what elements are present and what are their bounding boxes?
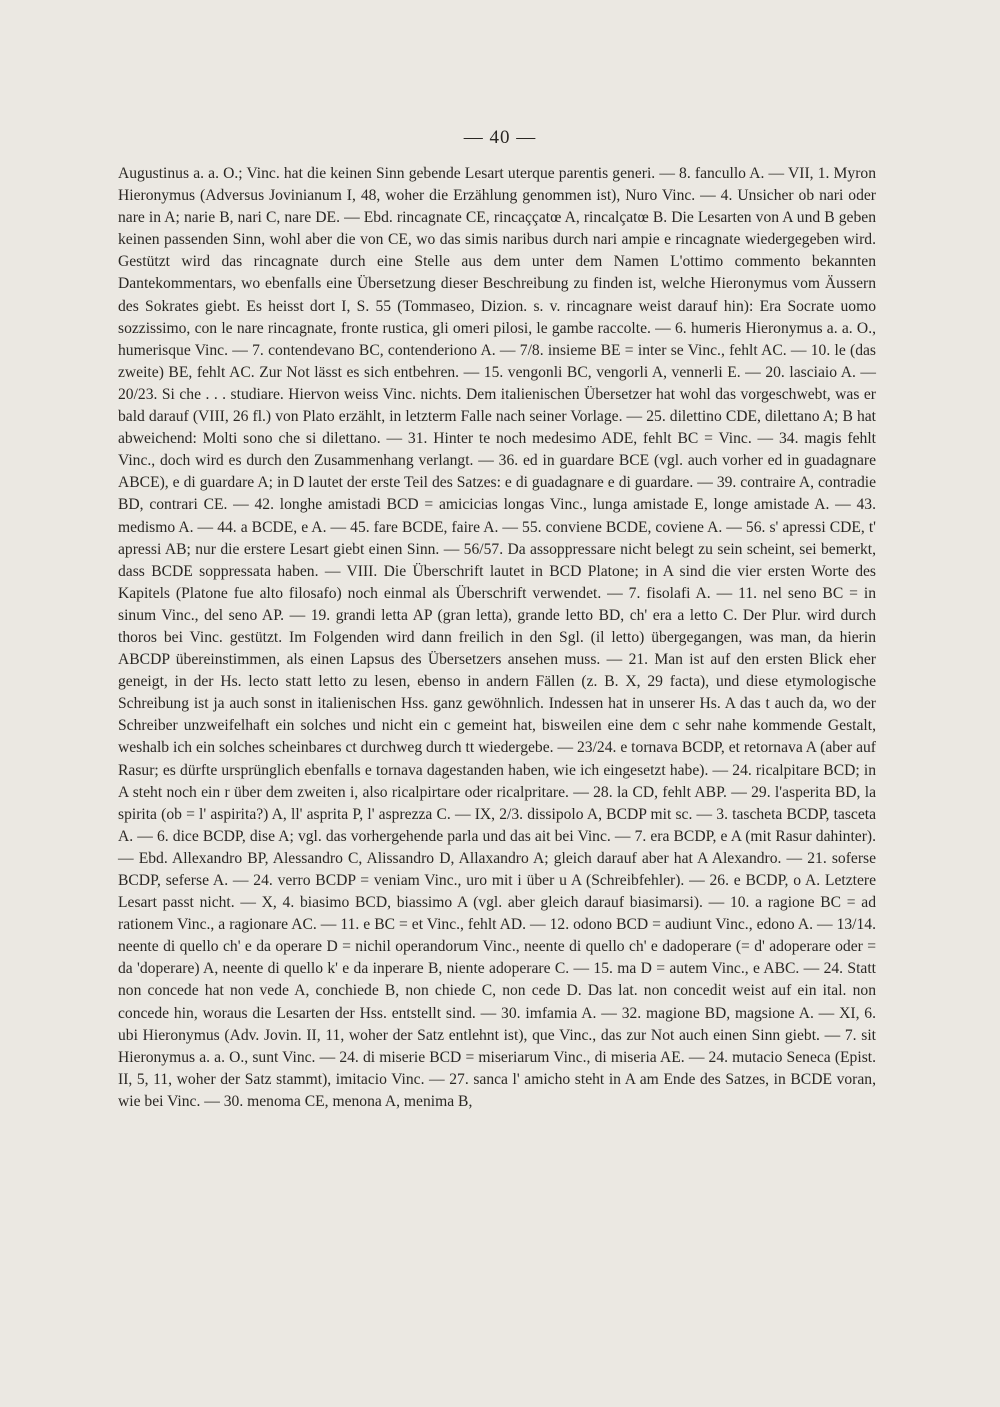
body-text bbox=[118, 163, 876, 1113]
page-number: — 40 — bbox=[463, 127, 537, 148]
paragraph: Augustinus a. a. O.; Vinc. hat die keinen Sinn gebende Lesart uterque parentis generi. — 8. fancullo A. — VII, 1. Myron Hieronymus (Adversus Jovinianum I, 48, woher die Erzählung genommen ist), Nuro Vinc. — 4. Unsicher ob nari oder nare in A; narie B, nari C, nare DE. — Ebd. rincagnate CE, rincaççatœ A, rincalçatœ B. Die Lesarten von A und B geben keinen passenden Sinn, wohl aber die von CE, wo das simis naribus durch nari ampie e rincagnate wiedergegeben wird. Gestützt wird das rincagnate durch eine Stelle aus dem unter dem Namen L'ottimo commento bekannten Dantekommentars, wo ebenfalls eine Übersetzung dieser Beschreibung zu finden ist, welche Hieronymus vom Äussern des Sokrates giebt. Es heisst dort I, S. 55 (Tommaseo, Dizion. s. v. rincagnare weist darauf hin): Era Socrate uomo sozzissimo, con le nare rincagnate, fronte rustica, gli omeri pilosi, le gambe raccolte. — 6. humeris Hieronymus a. a. O., humerisque Vinc. — 7. contendevano BC, contenderiono A. — 7/8. insieme BE = inter se Vinc., fehlt AC. — 10. le (das zweite) BE, fehlt AC. Zur Not lässt es sich entbehren. — 15. vengonli BC, vengorli A, vennerli E. — 20. lasciaio A. — 20/23. Si che . . . studiare. Hiervon weiss Vinc. nichts. Dem italienischen Übersetzer hat wohl das vorgeschwebt, was er bald darauf (VIII, 26 fl.) von Plato erzählt, in letzterm Falle nach seiner Vorlage. — 25. dilettino CDE, dilettano A; B hat abweichend: Molti sono che si dilettano. — 31. Hinter te noch medesimo ADE, fehlt BC = Vinc. — 34. magis fehlt Vinc., doch wird es durch den Zusammenhang verlangt. — 36. ed in guardare BCE (vgl. auch vorher ed in guadagnare ABCE), e di guardare A; in D lautet der erste Teil des Satzes: e di guadagnare e di guardare. — 39. contraire A, contradie BD, contrari CE. — 42. longhe amistadi BCD = amicicias longas Vinc., lunga amistade E, longe amistade A. — 43. medismo A. — 44. a BCDE, e A. — 45. fare BCDE, faire A. — 55. conviene BCDE, coviene A. — 56. s' apressi CDE, t' apressi AB; nur die erstere Lesart giebt einen Sinn. — 56/57. Da assoppressare nicht belegt zu sein scheint, sei bemerkt, dass BCDE soppressata haben. — VIII. Die Überschrift lautet in BCD Platone; in A sind die vier ersten Worte des Kapitels (Platone fue alto filosafo) noch einmal als Überschrift verwendet. — 7. fisolafi A. — 11. nel seno BC = in sinum Vinc., del seno AP. — 19. grandi letta AP (gran letta), grande letto BD, ch' era a letto C. Der Plur. wird durch thoros bei Vinc. gestützt. Im Folgenden wird dann freilich in den Sgl. (il letto) übergegangen, was man, da hierin ABCDP übereinstimmen, als einen Lapsus des Übersetzers ansehen muss. — 21. Man ist auf den ersten Blick eher geneigt, in der Hs. lecto statt letto zu lesen, ebenso in andern Fällen (z. B. X, 29 facta), und diese etymologische Schreibung ist ja auch sonst in italienischen Hss. ganz gewöhnlich. Indessen hat in unserer Hs. A das t auch da, wo der Schreiber unzweifelhaft ein solches und nicht ein c gemeint hat, bisweilen eine dem c sehr nahe kommende Gestalt, weshalb ich ein solches scheinbares ct durchweg durch tt wiedergebe. — 23/24. e tornava BCDP, et retornava A (aber auf Rasur; es dürfte ursprünglich ebenfalls e tornava dagestanden haben, wie ich eingesetzt habe). — 24. ricalpitare BCD; in A steht noch ein r über dem zweiten i, also ricalpirtare oder ricalpritare. — 28. la CD, fehlt ABP. — 29. l'asperita BD, la spirita (ob = l' aspirita?) A, ll' asprita P, l' asprezza C. — IX, 2/3. dissipolo A, BCDP mit sc. — 3. tascheta BCDP, tasceta A. — 6. dice BCDP, dise A; vgl. das vorhergehende parla und das ait bei Vinc. — 7. era BCDP, e A (mit Rasur dahinter). — Ebd. Allexandro BP, Alessandro C, Alissandro D, Allaxandro A; gleich darauf aber hat A Alexandro. — 21. soferse BCDP, seferse A. — 24. verro BCDP = veniam Vinc., uro mit i über u A (Schreibfehler). — 26. e BCDP, o A. Letztere Lesart passt nicht. — X, 4. biasimo BCD, biassimo A (vgl. aber gleich darauf biasimarsi). — 10. a ragione BC = ad rationem Vinc., a ragionare AC. — 11. e BC = et Vinc., fehlt AD. — 12. odono BCD = audiunt Vinc., edono A. — 13/14. neente di quello ch' e da operare D = nichil operandorum Vinc., neente di quello ch' e dadoperare (= d' adoperare oder = da 'doperare) A, neente di quello k' e da inperare B, niente adoperare C. — 15. ma D = autem Vinc., e ABC. — 24. Statt non concede hat non vede A, conchiede B, non chiede C, non cede D. Das lat. non concedit weist auf ein ital. non concede hin, woraus die Lesarten der Hss. entstellt sind. — 30. imfamia A. — 32. magione BD, magsione A. — XI, 6. ubi Hieronymus (Adv. Jovin. II, 11, woher der Satz entlehnt ist), que Vinc., das zur Not auch einen Sinn giebt. — 7. sit Hieronymus a. a. O., sunt Vinc. — 24. di miserie BCD = miseriarum Vinc., di miseria AE. — 24. mutacio Seneca (Epist. II, 5, 11, woher der Satz stammt), imitacio Vinc. — 27. sanca l' amicho steht in A am Ende des Satzes, in BCDE voran, wie bei Vinc. — 30. menoma CE, menona A, menima B, bbox=[118, 165, 876, 1110]
